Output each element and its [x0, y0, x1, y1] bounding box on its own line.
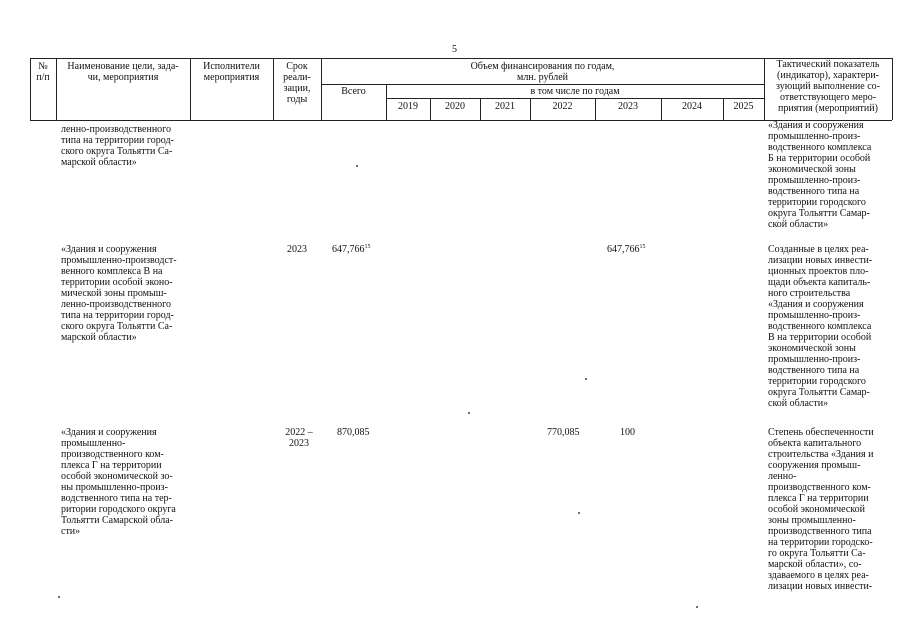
- scan-speck: [578, 512, 580, 514]
- scan-speck: [585, 378, 587, 380]
- years-header-divider: [386, 98, 764, 99]
- row-indicator: Степень обеспеченности объекта капитального строительства «Здания и сооружения промыш- ленно- производственного ком- плекса Г на территории особой экономической зоны промышленно- производственного типа на территории городско- го округа Тольятти Са- марской области», со- здаваемого в целях реа- лизации новых инвести-: [768, 427, 874, 592]
- header-year: 2022: [552, 101, 573, 112]
- scan-speck: [696, 606, 698, 608]
- row-name: «Здания и сооружения промышленно- производственного ком- плекса Г на территории особой экономической зо- ны промышленно-произ- водственного типа на тер- ритории городского округа Тольятти Самарской обла- сти»: [61, 427, 176, 537]
- scan-speck: [356, 165, 358, 167]
- header-year: 2024: [682, 101, 702, 112]
- header-name: Наименование цели, зада- чи, мероприятия: [67, 61, 179, 83]
- scan-speck: [468, 412, 470, 414]
- table-top-border: [30, 58, 892, 59]
- row-term: 2022 – 2023: [285, 427, 313, 449]
- row-name: «Здания и сооружения промышленно-производст- венного комплекса В на территории особой эконо- мической зоны промыш- ленно-производственного типа на территории город- ского округа Тольятти Са- марской области»: [61, 244, 177, 343]
- row-indicator: Созданные в целях реа- лизации новых инвести- ционных проектов пло- щади объекта капиталь- ного строительства «Здания и сооружения промышленно-произ- водственного комплекса В на территории особой экономической зоны промышленно-произ- водственного типа на территории городского округа Тольятти Самар- ской области»: [768, 244, 873, 409]
- header-total: Всего: [341, 86, 366, 97]
- header-year: 2025: [733, 101, 754, 112]
- row-indicator: «Здания и сооружения промышленно-произ- водственного комплекса Б на территории особой экономической зоны промышленно-произ- водственного типа на территории городского округа Тольятти Самар- ской области»: [768, 120, 872, 230]
- header-incl-years: в том числе по годам: [530, 86, 620, 97]
- funding-header-divider: [321, 84, 764, 85]
- header-bottom-border: [30, 120, 892, 121]
- row-name: ленно-производственного типа на территории город- ского округа Тольятти Са- марской области»: [61, 124, 174, 168]
- scan-speck: [58, 596, 60, 598]
- row-total: 647,766$^{15}$: [332, 244, 371, 255]
- row-term: 2023: [287, 244, 307, 255]
- header-indicator: Тактический показатель (индикатор), характери- зующий выполнение со- ответствующего меро- приятия (мероприятий): [776, 59, 880, 114]
- header-executors: Исполнители мероприятия: [203, 61, 260, 83]
- row-2023: 647,766$^{15}$: [607, 244, 646, 255]
- page-number: 5: [452, 44, 457, 55]
- header-term: Срок реали- зации, годы: [283, 61, 311, 105]
- row-2023: 100: [620, 427, 635, 438]
- col-border: [892, 58, 893, 120]
- header-num: № п/п: [36, 61, 50, 83]
- footnote-ref: 15: [639, 244, 646, 250]
- footnote-ref: 15: [364, 244, 371, 250]
- row-2022: 770,085: [547, 427, 580, 438]
- header-year: 2023: [618, 101, 638, 112]
- row-total: 870,085: [337, 427, 370, 438]
- header-funding: Объем финансирования по годам, млн. рублей: [470, 61, 615, 83]
- header-year: 2020: [445, 101, 465, 112]
- header-year: 2021: [495, 101, 515, 112]
- header-year: 2019: [398, 101, 418, 112]
